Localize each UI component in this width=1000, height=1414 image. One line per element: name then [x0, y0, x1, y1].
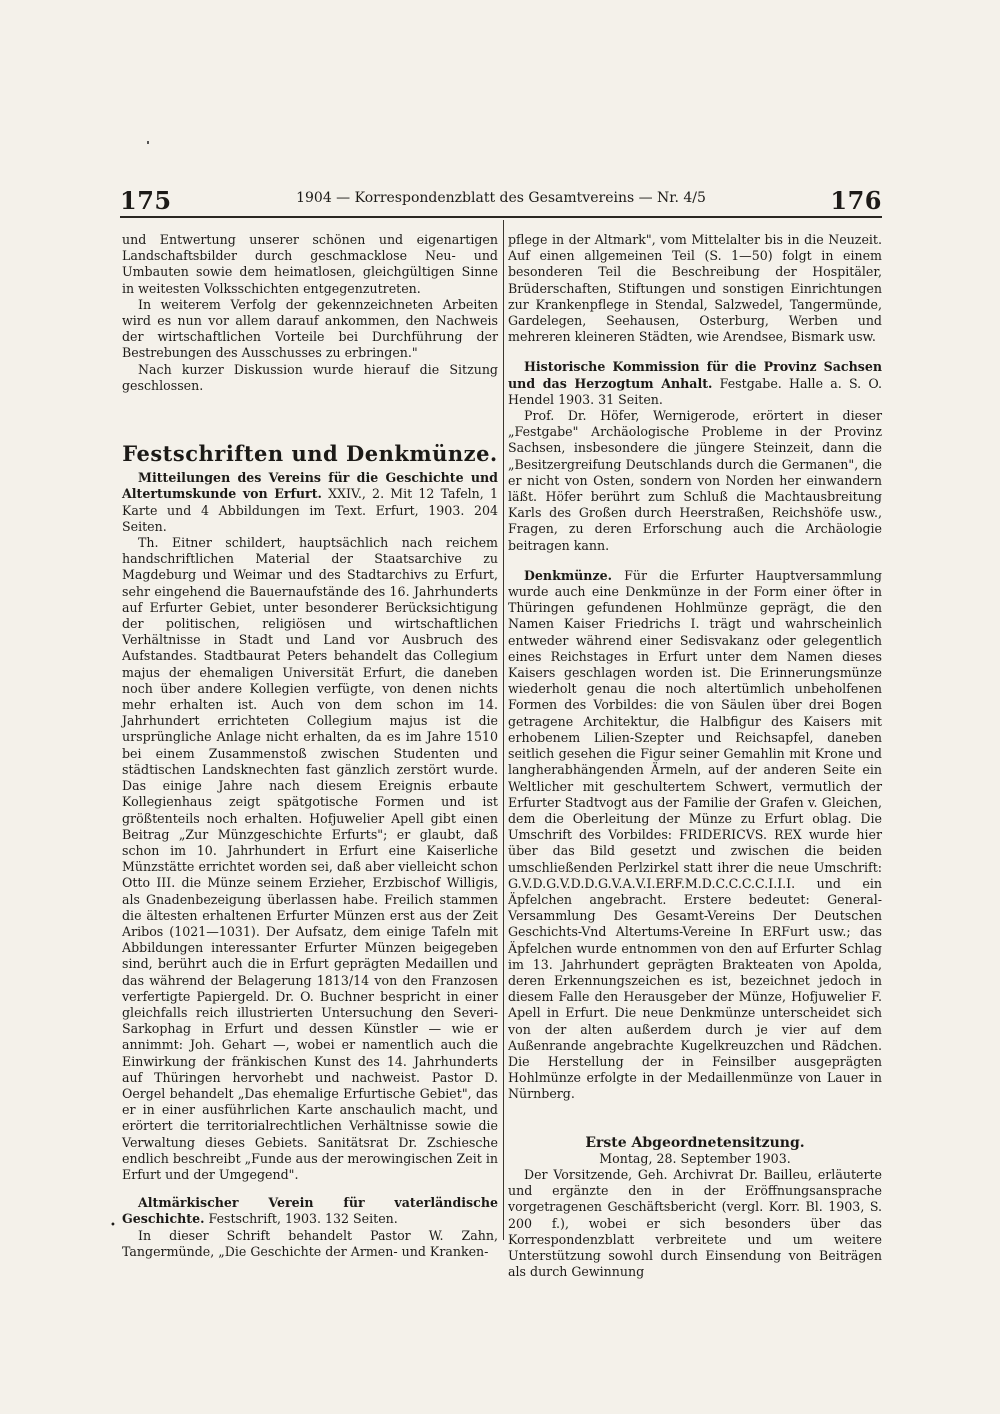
entry-details: Festschrift, 1903. 132 Seiten.	[208, 1211, 398, 1227]
left-column	[122, 232, 498, 1260]
denkmuenze-body: Für die Erfurter Hauptversammlung wurde auch eine Denkmünze in der Form einer öfter in Thüringen gefundenen Hohlmünze geprägt, die den Namen Kaiser Friedrichs I. trägt und wahrscheinlich entweder während einer Sedisvakanz oder gelegentlich eines Reichstages in Erfurt unter dem Namen dieses Kaisers geschlagen worden ist. Die Erinnerungsmünze wiederholt genau die noch altertümlich unbeholfenen Formen des Vorbildes: die von Säulen über drei Bogen getragene Architektur, die Halbfigur des Kaisers mit erhobenem Lilien-Szepter und Reichsapfel, daneben seitlich gesehen die Figur seiner Gemahlin mit Krone und langherabhängenden Ärmeln, auf der anderen Seite ein Weltlicher mit geschultertem Schwert, vermutlich der Erfurter Stadtvogt aus der Familie der Grafen v. Gleichen, dem die Oberleitung der Münze zu Erfurt oblag. Die Umschrift des Vorbildes: FRIDERICVS. REX wurde hier über das Bild gesetzt und zwischen die beiden umschließenden Perlzirkel statt ihrer die neue Umschrift: G.V.D.G.V.D.D.G.V.A.V.I.ERF.M.D.C.C.C.C.I.I.I. und ein Äpfelchen angebracht. Erstere bedeutet: General-Versammlung Des Gesamt-Vereins Der Deutschen Geschichts-Vnd Altertums-Vereine In ERFurt usw.; das Äpfelchen wurde entnommen von den auf Erfurter Schlag im 13. Jahrhundert geprägten Brakteaten von Apolda, deren Erkennungszeichen es ist, bezeichnet jedoch in diesem Falle den Herausgeber der Münze, Hofjuwelier F. Apell in Erfurt. Die neue Denkmünze unterscheidet sich von der alten außerdem durch je vier auf dem Außenrande angebrachte Kugelkreuzchen und Rädchen. Die Herstellung der in Feinsilber ausgeprägten Hohlmünze erfolgte in der Medaillenmünze von Lauer in Nürnberg.	[508, 567, 882, 1102]
entry-details: XXIV., 2. Mit 12 Tafeln, 1 Karte und 4 Abbildungen im Text. Erfurt, 1903. 204 Seiten.	[122, 486, 498, 534]
page-header	[120, 186, 882, 218]
entry-title: Altmärkischer Verein für vaterländische Geschichte.	[122, 1195, 498, 1227]
denkmuenze-label: Denkmünze.	[524, 567, 613, 583]
paragraph: In weiterem Verfolg der gekennzeichneten Arbeiten wird es nun vor allem darauf ankommen, den Nachweis der wirtschaftlichen Vorteile bei Durchführung der Bestrebungen des Ausschusses zu erbringen."	[122, 296, 498, 361]
entry-body: Th. Eitner schildert, hauptsächlich nach reichem handschriftlichen Material der Staatsarchive zu Magdeburg und Weimar und des Stadtarchivs zu Erfurt, sehr eingehend die Bauernaufstände des 16. Jahrhunderts auf Erfurter Gebiet, unter besonderer Berücksichtigung der politischen, religiösen und wirtschaftlichen Verhältnisse in Stadt und Land vor Ausbruch des Aufstandes. Stadtbaurat Peters behandelt das Collegium majus der ehemaligen Universität Erfurt, die daneben noch über andere Kollegien verfügte, von denen nichts mehr erhalten ist. Auch von dem schon im 14. Jahrhundert errichteten Collegium majus ist die ursprüngliche Anlage nicht erhalten, da es im Jahre 1510 bei einem Zusammenstoß zwischen Studenten und städtischen Landsknechten fast gänzlich zerstört wurde. Das einige Jahre nach diesem Ereignis erbaute Kollegienhaus zeigt spätgotische Formen und ist größtenteils noch erhalten. Hofjuwelier Apell gibt einen Beitrag „Zur Münzgeschichte Erfurts"; er glaubt, daß schon im 10. Jahrhundert in Erfurt eine Kaiserliche Münzstätte errichtet worden sei, daß aber vielleicht schon Otto III. die Münze seinem Erzieher, Erzbischof Willigis, als Gnadenbezeigung überlassen habe. Freilich stammen die ältesten erhaltenen Erfurter Münzen erst aus der Zeit Aribos (1021—1031). Der Aufsatz, dem einige Tafeln mit Abbildungen interessanter Erfurter Münzen beigegeben sind, berührt auch die in Erfurt geprägten Medaillen und das während der Belagerung 1813/14 von den Franzosen verfertigte Papiergeld. Dr. O. Buchner bespricht in einer gleichfalls reich illustrierten Untersuchung den Severi-Sarkophag in Erfurt und dessen Künstler — wie er annimmt: Joh. Gehart —, wobei er namentlich auch die Einwirkung der fränkischen Kunst des 14. Jahrhunderts auf Thüringen hervorhebt und nachweist. Pastor D. Oergel behandelt „Das ehemalige Erfurtische Gebiet", das er in einer ausführlichen Karte anschaulich macht, und erörtert die territorialrechtlichen Verhältnisse sowie die Verwaltung dieses Gebiets. Sanitätsrat Dr. Zschiesche endlich beschreibt „Funde aus der merowingischen Zeit in Erfurt und der Umgegend".	[122, 535, 498, 1182]
section-title: Festschriften und Denkmünze.	[122, 441, 498, 467]
margin-dot: •	[110, 1220, 116, 1231]
running-title: 1904 — Korrespondenzblatt des Gesamtvereins — Nr. 4/5	[296, 190, 706, 206]
session-date: Montag, 28. September 1903.	[599, 1150, 791, 1166]
column-divider	[503, 220, 504, 1240]
entry-title: Historische Kommission für die Provinz Sachsen und das Herzogtum Anhalt.	[508, 359, 882, 391]
entry-heading	[122, 470, 498, 535]
session-body: Der Vorsitzende, Geh. Archivrat Dr. Bailleu, erläuterte und ergänzte den in der Eröffnungsansprache vorgetragenen Geschäftsbericht (vergl. Korr. Bl. 1903, S. 200 f.), wobei er sich besonders über das Korrespondenzblatt verbreitete und um weitere Unterstützung sowohl durch Einsendung von Beiträgen als durch Gewinnung	[508, 1166, 882, 1280]
entry-heading	[508, 359, 882, 408]
page-number-left: 175	[120, 186, 172, 215]
paragraph: und Entwertung unserer schönen und eigenartigen Landschaftsbilder durch geschmacklose Neu- und Umbauten sowie dem heimatlosen, gleichgültigen Sinne in weitesten Volksschichten entgegenzutreten.	[122, 232, 498, 296]
right-column	[508, 232, 882, 1280]
entry-details: Festgabe. Halle a. S. O. Hendel 1903. 31 Seiten.	[508, 375, 882, 407]
entry-title: Mitteilungen des Vereins für die Geschichte und Altertumskunde von Erfurt.	[122, 470, 498, 502]
session-title: Erste Abgeordnetensitzung.	[585, 1134, 805, 1151]
entry-body: Prof. Dr. Höfer, Wernigerode, erörtert in dieser „Festgabe" Archäologische Probleme in der Provinz Sachsen, insbesondere die jüngere Steinzeit, dann die „Besitzergreifung Deutschlands durch die Germanen", die er nicht von Osten, sondern von Norden her einwandern läßt. Höfer berührt zum Schluß die Machtausbreitung Karls des Großen durch Heerstraßen, Reichshöfe usw., Fragen, zu deren Erforschung auch die Archäologie beitragen kann.	[508, 408, 882, 553]
paragraph: Nach kurzer Diskussion wurde hierauf die Sitzung geschlossen.	[122, 361, 498, 393]
entry-body: In dieser Schrift behandelt Pastor W. Zahn, Tangermünde, „Die Geschichte der Armen- und Kranken-	[122, 1227, 498, 1259]
page-number-right: 176	[830, 186, 882, 215]
denkmuenze-paragraph	[508, 568, 882, 1103]
paragraph: pflege in der Altmark", vom Mittelalter bis in die Neuzeit. Auf einen allgemeinen Teil (S. 1—50) folgt in einem besonderen Teil die Beschreibung der Hospitäler, Brüderschaften, Stiftungen und sonstigen Einrichtungen zur Krankenpflege in Stendal, Salzwedel, Tangermünde, Gardelegen, Seehausen, Osterburg, Werben und mehreren kleineren Städten, wie Arendsee, Bismark usw.	[508, 232, 882, 345]
entry-heading	[122, 1195, 498, 1227]
scan-speck	[147, 141, 149, 144]
